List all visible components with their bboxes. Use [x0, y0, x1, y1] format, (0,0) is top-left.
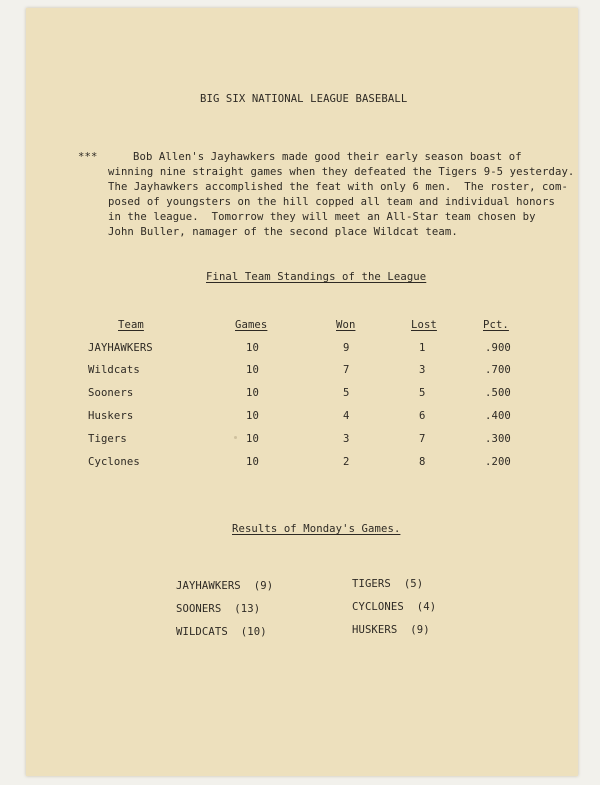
lost-value: 3 [419, 364, 426, 376]
games-value: 10 [246, 364, 259, 376]
column-header-pct: Pct. [483, 319, 509, 331]
team-name: Sooners [88, 387, 134, 399]
won-value: 9 [343, 342, 350, 354]
column-header-won: Won [336, 319, 356, 331]
column-header-lost: Lost [411, 319, 437, 331]
won-value: 4 [343, 410, 350, 422]
game-result-left: SOONERS (13) [176, 603, 261, 615]
team-name: JAYHAWKERS [88, 342, 153, 354]
document-page [26, 8, 578, 776]
pct-value: .400 [485, 410, 511, 422]
lost-value: 7 [419, 433, 426, 445]
games-value: 10 [246, 433, 259, 445]
pct-value: .500 [485, 387, 511, 399]
game-result-right: CYCLONES (4) [352, 601, 437, 613]
paper-speck [234, 436, 237, 439]
team-name: Tigers [88, 433, 127, 445]
standings-heading: Final Team Standings of the League [206, 271, 427, 283]
games-value: 10 [246, 410, 259, 422]
won-value: 5 [343, 387, 350, 399]
pct-value: .200 [485, 456, 511, 468]
games-value: 10 [246, 387, 259, 399]
team-name: Huskers [88, 410, 134, 422]
column-header-games: Games [235, 319, 268, 331]
won-value: 7 [343, 364, 350, 376]
games-value: 10 [246, 342, 259, 354]
game-result-left: WILDCATS (10) [176, 626, 267, 638]
paragraph-line: posed of youngsters on the hill copped all team and individual honors [108, 196, 555, 208]
pct-value: .700 [485, 364, 511, 376]
lost-value: 8 [419, 456, 426, 468]
pct-value: .900 [485, 342, 511, 354]
lost-value: 5 [419, 387, 426, 399]
paragraph-marker: *** [78, 151, 98, 163]
game-result-right: HUSKERS (9) [352, 624, 430, 636]
team-name: Cyclones [88, 456, 140, 468]
games-value: 10 [246, 456, 259, 468]
game-result-left: JAYHAWKERS (9) [176, 580, 274, 592]
game-result-right: TIGERS (5) [352, 578, 424, 590]
won-value: 3 [343, 433, 350, 445]
column-header-team: Team [118, 319, 144, 331]
paragraph-line: John Buller, namager of the second place Wildcat team. [108, 226, 458, 238]
team-name: Wildcats [88, 364, 140, 376]
document-title: BIG SIX NATIONAL LEAGUE BASEBALL [200, 93, 408, 105]
lost-value: 6 [419, 410, 426, 422]
results-heading: Results of Monday's Games. [232, 523, 401, 535]
pct-value: .300 [485, 433, 511, 445]
paragraph-line: winning nine straight games when they defeated the Tigers 9-5 yesterday. [108, 166, 575, 178]
paragraph-line: Bob Allen's Jayhawkers made good their early season boast of [133, 151, 522, 163]
won-value: 2 [343, 456, 350, 468]
lost-value: 1 [419, 342, 426, 354]
paragraph-line: The Jayhawkers accomplished the feat with only 6 men. The roster, com- [108, 181, 568, 193]
paragraph-line: in the league. Tomorrow they will meet an All-Star team chosen by [108, 211, 536, 223]
